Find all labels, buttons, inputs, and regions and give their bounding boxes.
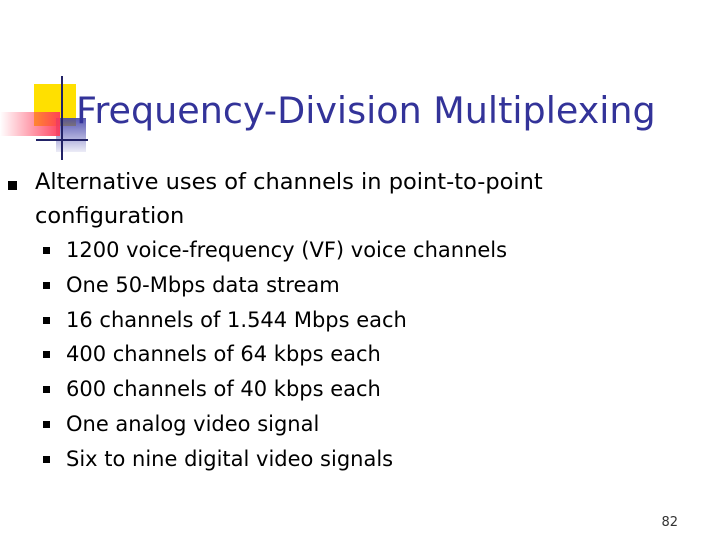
title-logo-graphic xyxy=(0,0,90,170)
sub-bullet-item xyxy=(0,442,640,477)
square-bullet-icon xyxy=(43,456,50,463)
sub-bullet-text: 600 channels of 40 kbps each xyxy=(66,377,381,402)
square-bullet-icon xyxy=(43,282,50,289)
square-bullet-icon xyxy=(43,421,50,428)
square-bullet-icon xyxy=(43,247,50,254)
square-bullet-icon xyxy=(43,351,50,358)
sub-bullet-item xyxy=(0,372,640,407)
sub-bullet-item xyxy=(0,303,640,338)
slide-title: Frequency-Division Multiplexing xyxy=(76,89,656,132)
square-bullet-icon xyxy=(43,386,50,393)
sub-bullet-text: Six to nine digital video signals xyxy=(66,446,394,471)
sub-bullet-text: 1200 voice-frequency (VF) voice channels xyxy=(66,238,508,262)
square-bullet-icon xyxy=(8,181,17,190)
main-bullet-text: Alternative uses of channels in point-to-point configuration xyxy=(35,169,543,229)
sub-bullet-text: 400 channels of 64 kbps each xyxy=(66,342,381,367)
sub-bullet-text: One analog video signal xyxy=(66,411,320,436)
sub-bullet-item xyxy=(0,337,640,372)
square-bullet-icon xyxy=(43,317,50,324)
logo-red-bar xyxy=(0,112,60,136)
sub-bullet-text: 16 channels of 1.544 Mbps each xyxy=(66,307,407,332)
sub-bullet-text: One 50-Mbps data stream xyxy=(66,272,340,297)
sub-bullet-list xyxy=(0,233,640,477)
sub-bullet-item xyxy=(0,233,640,268)
page-number: 82 xyxy=(661,515,678,530)
sub-bullet-item xyxy=(0,407,640,442)
sub-bullet-item xyxy=(0,268,640,303)
